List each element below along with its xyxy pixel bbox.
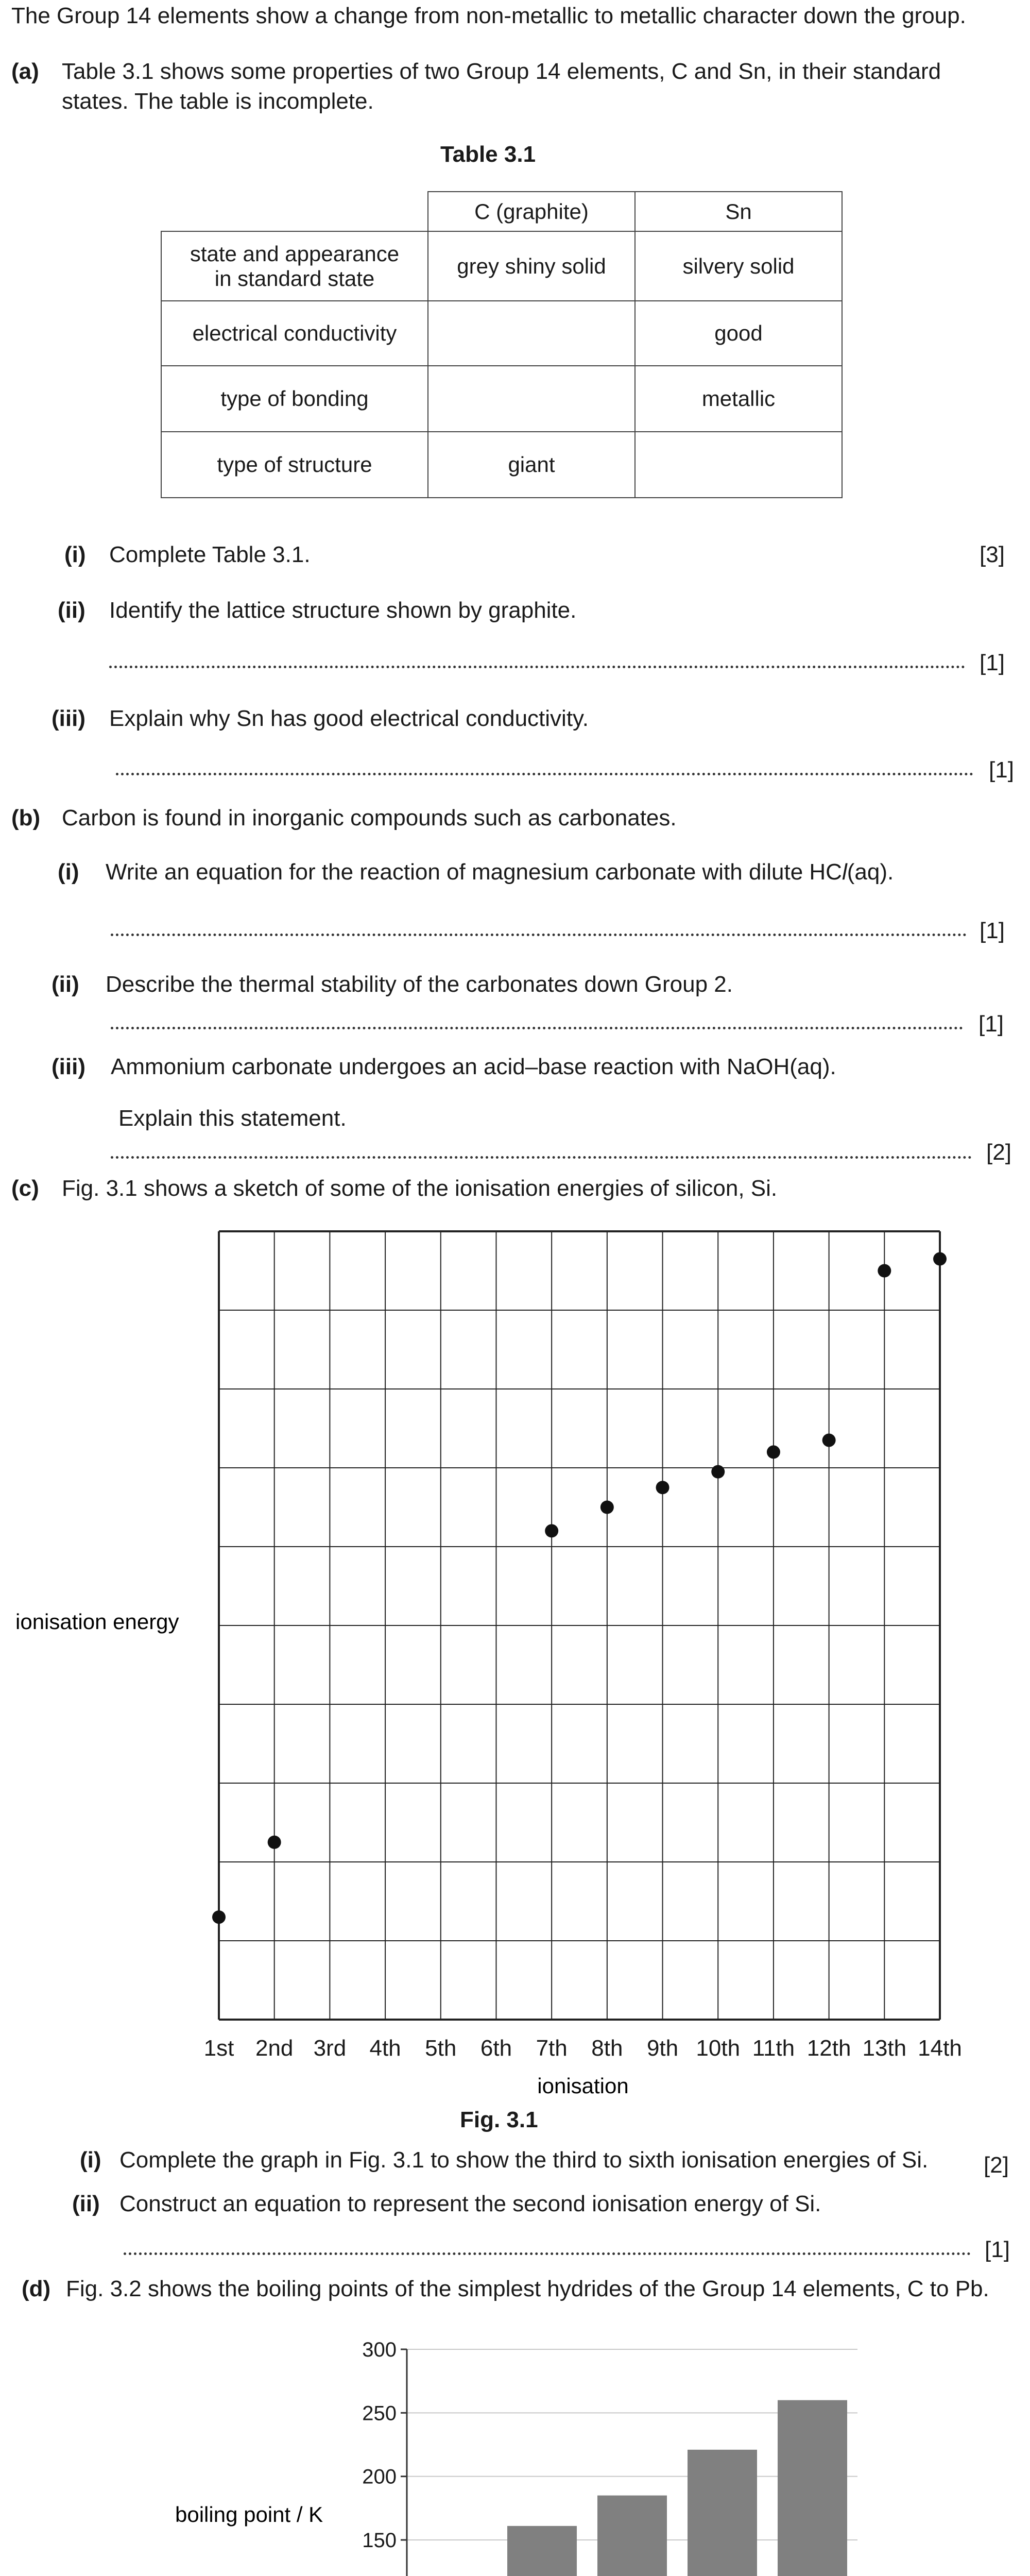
part-b-text: Carbon is found in inorganic compounds such as carbonates. <box>62 805 677 831</box>
y-tick-label: 200 <box>362 2465 397 2488</box>
a-iii-answer-line[interactable] <box>116 773 973 775</box>
c-ii-mark: [1] <box>985 2237 1010 2262</box>
chart-grid <box>219 1231 940 2020</box>
c-i-num: (i) <box>80 2147 101 2173</box>
chart-bars <box>417 2400 847 2576</box>
table-header-c: C (graphite) <box>428 192 635 231</box>
x-tick-label: 3rd <box>313 2036 347 2061</box>
a-iii-mark: [1] <box>989 757 1014 783</box>
part-b-label: (b) <box>11 805 41 831</box>
data-point-11th <box>767 1445 780 1459</box>
table-cell-sn: silvery solid <box>635 231 842 301</box>
y-axis-label: boiling point / K <box>175 2502 323 2527</box>
x-tick-label: 13th <box>862 2036 907 2061</box>
a-ii-answer-line[interactable] <box>109 666 965 668</box>
data-point-9th <box>656 1481 670 1494</box>
x-tick-label: 6th <box>480 2036 512 2061</box>
chart-points <box>212 1252 947 1924</box>
table-row-state <box>161 231 842 301</box>
part-a-text-line1: Table 3.1 shows some properties of two Group 14 elements, C and Sn, in their standard <box>62 59 941 84</box>
b-ii-num: (ii) <box>52 972 79 997</box>
data-point-1st <box>212 1910 226 1924</box>
part-d-label: (d) <box>22 2276 51 2301</box>
table-cell-c: giant <box>428 432 635 498</box>
a-iii-num: (iii) <box>52 706 85 731</box>
data-point-12th <box>822 1433 836 1447</box>
b-iii-text2: Explain this statement. <box>118 1106 347 1131</box>
c-ii-num: (ii) <box>72 2191 100 2216</box>
table-row-label: type of structure <box>161 432 428 498</box>
bar-GeH4 <box>597 2496 667 2576</box>
x-tick-label: 12th <box>806 2036 851 2061</box>
a-ii-mark: [1] <box>980 650 1005 675</box>
intro-text: The Group 14 elements show a change from non-metallic to metallic character down the group. <box>11 3 966 28</box>
a-ii-num: (ii) <box>58 598 85 623</box>
x-axis-label: ionisation <box>537 2074 629 2098</box>
c-ii-text: Construct an equation to represent the second ionisation energy of Si. <box>119 2191 821 2216</box>
a-i-mark: [3] <box>980 542 1005 567</box>
part-c-label: (c) <box>11 1176 39 1201</box>
bar-SiH4 <box>507 2526 577 2576</box>
a-ii-text: Identify the lattice structure shown by graphite. <box>109 598 577 623</box>
y-tick-label: 150 <box>362 2529 397 2552</box>
table-3-1 <box>161 191 843 498</box>
y-tick-label: 250 <box>362 2402 397 2425</box>
bar-PbH4 <box>778 2400 847 2576</box>
part-a-label: (a) <box>11 59 39 84</box>
table-row-conductivity <box>161 301 842 366</box>
x-tick-label: 5th <box>425 2036 457 2061</box>
b-i-num: (i) <box>58 859 79 885</box>
x-tick-label: 7th <box>536 2036 568 2061</box>
data-point-13th <box>878 1264 891 1278</box>
table-header-row <box>161 192 842 231</box>
b-iii-num: (iii) <box>52 1054 85 1079</box>
table-cell-sn[interactable] <box>635 432 842 498</box>
y-tick-label: 300 <box>362 2338 397 2361</box>
table-cell-c[interactable] <box>428 366 635 432</box>
data-point-8th <box>600 1501 614 1514</box>
table-row-label: electrical conductivity <box>161 301 428 366</box>
a-iii-text: Explain why Sn has good electrical conductivity. <box>109 706 589 731</box>
x-tick-label: 4th <box>369 2036 401 2061</box>
data-point-2nd <box>268 1836 281 1849</box>
fig-3-2-boiling-point-chart <box>0 2329 1030 2576</box>
table-3-1-title: Table 3.1 <box>440 142 536 167</box>
table-cell-c[interactable] <box>428 301 635 366</box>
x-tick-label: 10th <box>696 2036 741 2061</box>
data-point-7th <box>545 1524 558 1537</box>
b-iii-answer-line[interactable] <box>111 1156 972 1159</box>
bar-SnH4 <box>688 2450 757 2576</box>
data-point-14th <box>933 1252 947 1266</box>
fig-3-1-caption: Fig. 3.1 <box>460 2107 538 2132</box>
b-i-answer-line[interactable] <box>111 934 967 936</box>
x-tick-label: 8th <box>591 2036 623 2061</box>
data-point-10th <box>711 1465 725 1479</box>
x-tick-label: 1st <box>203 2036 234 2061</box>
a-i-num: (i) <box>64 542 86 567</box>
table-row-label: type of bonding <box>161 366 428 432</box>
a-i-text: Complete Table 3.1. <box>109 542 311 567</box>
b-i-mark: [1] <box>980 918 1005 943</box>
table-row-label: state and appearance in standard state <box>161 231 428 301</box>
c-ii-answer-line[interactable] <box>124 2252 971 2255</box>
table-row-bonding <box>161 366 842 432</box>
b-ii-text: Describe the thermal stability of the carbonates down Group 2. <box>106 972 733 997</box>
table-cell-sn: metallic <box>635 366 842 432</box>
b-iii-mark: [2] <box>986 1140 1011 1165</box>
part-a-text-line2: states. The table is incomplete. <box>62 89 374 114</box>
c-i-text: Complete the graph in Fig. 3.1 to show the third to sixth ionisation energies of Si. <box>119 2147 929 2173</box>
table-header-sn: Sn <box>635 192 842 231</box>
x-tick-label: 9th <box>646 2036 679 2061</box>
x-tick-label: 11th <box>752 2036 795 2061</box>
y-axis-label: ionisation energy <box>15 1609 179 1634</box>
c-i-mark: [2] <box>984 2153 1009 2178</box>
b-ii-answer-line[interactable] <box>111 1027 963 1029</box>
fig-3-1-ionisation-chart <box>0 1206 1030 2098</box>
b-i-text: Write an equation for the reaction of magnesium carbonate with dilute HCl(aq). <box>106 859 894 885</box>
table-cell-sn: good <box>635 301 842 366</box>
chart-y-ticks <box>362 2338 397 2576</box>
x-tick-label: 2nd <box>255 2036 294 2061</box>
b-iii-text: Ammonium carbonate undergoes an acid–base reaction with NaOH(aq). <box>111 1054 836 1079</box>
chart-x-ticks <box>204 2036 962 2061</box>
x-tick-label: 14th <box>918 2036 962 2061</box>
table-row-structure <box>161 432 842 498</box>
b-ii-mark: [1] <box>978 1011 1004 1037</box>
table-header-blank <box>161 192 428 231</box>
part-d-text: Fig. 3.2 shows the boiling points of the simplest hydrides of the Group 14 elements, C to Pb. <box>66 2276 989 2301</box>
part-c-text: Fig. 3.1 shows a sketch of some of the ionisation energies of silicon, Si. <box>62 1176 778 1201</box>
table-cell-c: grey shiny solid <box>428 231 635 301</box>
